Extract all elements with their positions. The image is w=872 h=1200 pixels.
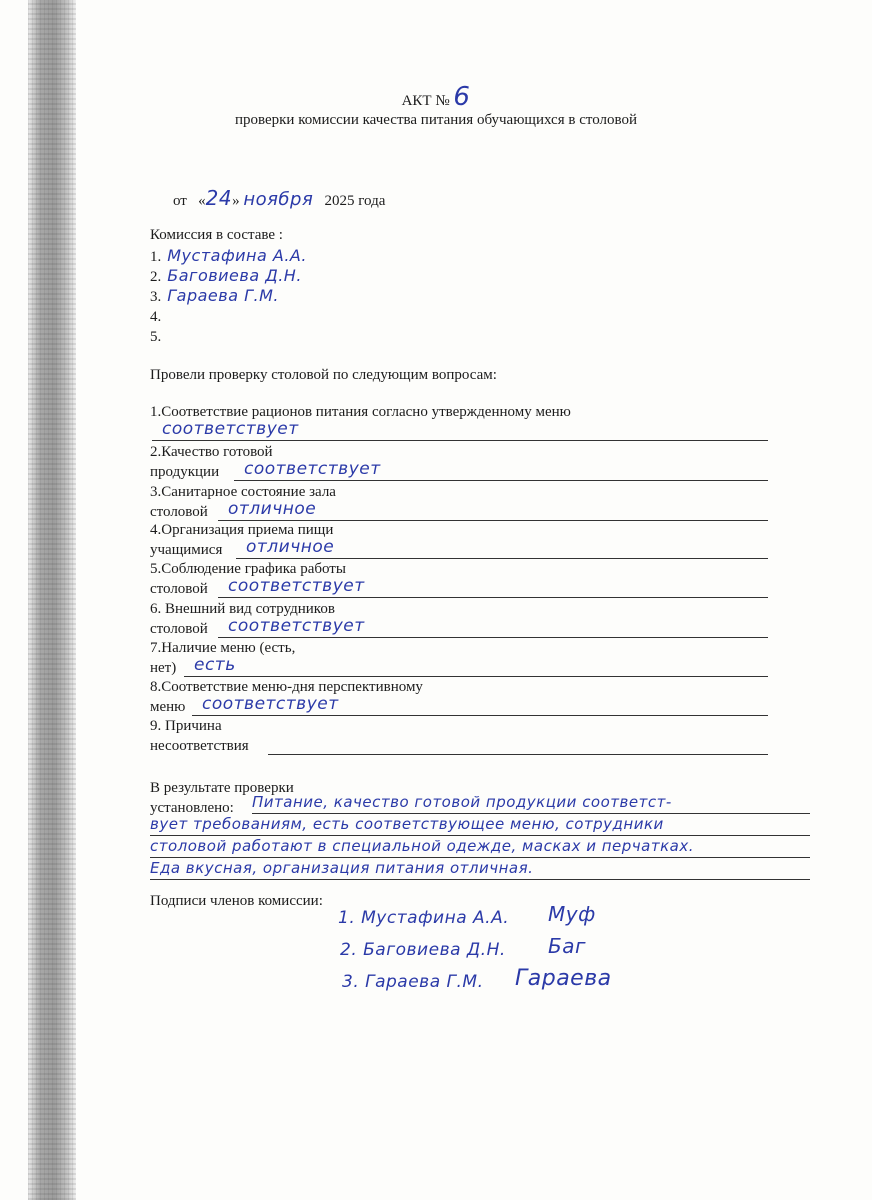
question-field-label: учащимися xyxy=(150,542,223,558)
commission-member xyxy=(150,267,302,286)
question-answer: соответствует xyxy=(244,459,381,479)
result-line: вует требованиям, есть соответствующее меню, сотрудники xyxy=(150,815,664,833)
commission-member xyxy=(150,247,307,266)
member-number: 2. xyxy=(150,269,162,285)
question-answer: соответствует xyxy=(228,576,365,596)
date-prefix: от xyxy=(173,193,187,209)
question-field-label: меню xyxy=(150,699,186,715)
answer-underline xyxy=(268,754,768,755)
result-label-2: установлено: xyxy=(150,800,234,816)
question-text: 4.Организация приема пищи xyxy=(150,522,334,538)
result-underline xyxy=(150,835,810,836)
question-answer: есть xyxy=(194,655,236,675)
act-title xyxy=(0,82,872,112)
result-label-1: В результате проверки xyxy=(150,780,294,796)
question-text: 8.Соответствие меню-дня перспективному xyxy=(150,679,423,695)
question-text: 7.Наличие меню (есть, xyxy=(150,640,296,656)
member-number: 5. xyxy=(150,329,162,345)
signature-name: 3. Гараева Г.М. xyxy=(342,972,484,992)
member-name: Гараева Г.М. xyxy=(167,286,279,305)
question-answer: отличное xyxy=(228,499,317,519)
commission-member xyxy=(150,327,167,346)
signatures-heading: Подписи членов комиссии: xyxy=(150,893,323,909)
answer-underline xyxy=(234,480,768,481)
question-text: 9. Причина xyxy=(150,718,222,734)
member-number: 1. xyxy=(150,249,162,265)
result-underline xyxy=(150,879,810,880)
member-number: 3. xyxy=(150,289,162,305)
result-underline xyxy=(150,857,810,858)
question-text: 1.Соответствие рационов питания согласно утвержденному меню xyxy=(150,404,571,420)
act-number: 6 xyxy=(453,82,471,112)
result-line: Питание, качество готовой продукции соответст- xyxy=(252,793,672,811)
date-year: 2025 года xyxy=(324,193,386,209)
date-close-quote: » xyxy=(232,193,240,209)
signature-mark: Гараева xyxy=(515,966,612,991)
date-line xyxy=(173,186,386,210)
scan-edge-shadow xyxy=(28,0,76,1200)
question-field-label: столовой xyxy=(150,621,208,637)
question-text: 5.Соблюдение графика работы xyxy=(150,561,346,577)
commission-member xyxy=(150,307,167,326)
answer-underline xyxy=(184,676,768,677)
question-text: 3.Санитарное состояние зала xyxy=(150,484,336,500)
question-answer: отличное xyxy=(246,537,335,557)
member-name: Мустафина А.А. xyxy=(167,246,307,265)
question-answer: соответствует xyxy=(202,694,339,714)
question-text: 6. Внешний вид сотрудников xyxy=(150,601,335,617)
answer-underline xyxy=(152,440,768,441)
question-field-label: нет) xyxy=(150,660,177,676)
answer-underline xyxy=(218,637,768,638)
answer-underline xyxy=(192,715,768,716)
signature-name: 1. Мустафина А.А. xyxy=(338,908,510,928)
question-field-label: столовой xyxy=(150,581,208,597)
signature-mark: Баг xyxy=(548,934,586,958)
act-subtitle: проверки комиссии качества питания обучающихся в столовой xyxy=(234,112,638,128)
question-text: 2.Качество готовой xyxy=(150,444,273,460)
result-line: столовой работают в специальной одежде, масках и перчатках. xyxy=(150,837,694,855)
question-field-label: продукции xyxy=(150,464,220,480)
result-line: Еда вкусная, организация питания отличная. xyxy=(150,859,534,877)
question-field-label: столовой xyxy=(150,504,208,520)
result-underline xyxy=(252,813,810,814)
signature-mark: Муф xyxy=(548,902,596,926)
commission-member xyxy=(150,287,279,306)
date-open-quote: « xyxy=(198,193,206,209)
act-label: АКТ № xyxy=(401,93,450,109)
member-number: 4. xyxy=(150,309,162,325)
answer-underline xyxy=(236,558,768,559)
answer-underline xyxy=(218,597,768,598)
check-intro: Провели проверку столовой по следующим вопросам: xyxy=(150,367,497,383)
question-answer: соответствует xyxy=(162,419,299,439)
member-name: Баговиева Д.Н. xyxy=(167,266,302,285)
question-field-label: несоответствия xyxy=(150,738,249,754)
commission-heading: Комиссия в составе : xyxy=(150,227,283,243)
question-answer: соответствует xyxy=(228,616,365,636)
signature-name: 2. Баговиева Д.Н. xyxy=(340,940,506,960)
date-month: ноября xyxy=(243,189,314,210)
date-day: 24 xyxy=(205,186,233,210)
